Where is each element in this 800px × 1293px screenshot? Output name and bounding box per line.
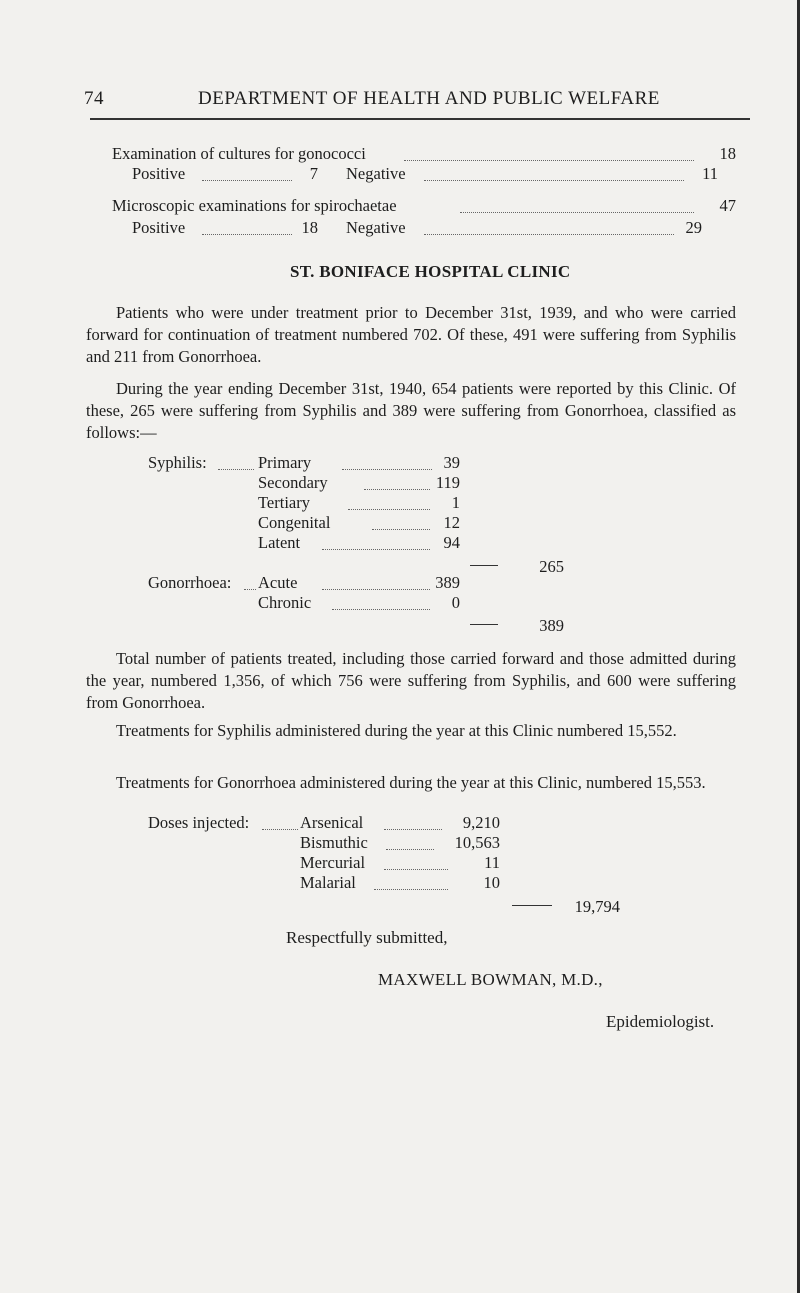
syphilis-item-label: Tertiary <box>258 493 310 512</box>
syphilis-item-value: 94 <box>443 533 460 552</box>
syphilis-item-value: 1 <box>451 493 460 512</box>
cultures-negative-label: Negative <box>346 164 406 183</box>
dose-item-value: 9,210 <box>462 813 500 832</box>
cultures-positive-label: Positive <box>132 164 186 183</box>
leader-dots <box>322 549 430 550</box>
leader-dots <box>424 234 674 235</box>
paragraph-syphilis-treatments: Treatments for Syphilis administered during the year at this Clinic numbered 15,552. <box>116 721 677 740</box>
leader-dots <box>424 180 684 181</box>
leader-dots <box>332 609 430 610</box>
paragraph-carried-forward: Patients who were under treatment prior to December 31st, 1939, and who were carried forward for continuation of treatment numbered 702. Of these, 491 were suffering from Syphilis and 211 from Gonorrhoea. <box>86 303 736 366</box>
leader-dots <box>384 829 442 830</box>
page-number: 74 <box>84 88 104 109</box>
dose-item-value: 11 <box>484 853 500 872</box>
cultures-label: Examination of cultures for gonococci <box>112 144 366 163</box>
signatory-name: MAXWELL BOWMAN, M.D., <box>378 970 603 989</box>
syphilis-item-label: Primary <box>258 453 312 472</box>
gonorrhoea-item-value: 389 <box>435 573 460 592</box>
microscopic-label: Microscopic examinations for spirochaetae <box>112 196 397 215</box>
leader-dots <box>202 234 292 235</box>
dose-item-value: 10 <box>483 873 500 892</box>
leader-dots <box>342 469 432 470</box>
leader-dots <box>348 509 430 510</box>
paragraph-gonorrhoea-treatments: Treatments for Gonorrhoea administered during the year at this Clinic, numbered 15,553. <box>116 773 706 792</box>
header-rule <box>90 118 750 120</box>
leader-dots <box>384 869 448 870</box>
subtotal-dash <box>470 624 498 625</box>
paragraph-year-reports: During the year ending December 31st, 1940, 654 patients were reported by this Clinic. Of these, 265 were suffering from Syphilis and 389 were suffering from Gonorrhoea, classified as follows:— <box>86 379 736 442</box>
leader-dots <box>202 180 292 181</box>
syphilis-item-label: Congenital <box>258 513 331 532</box>
dose-item-label: Malarial <box>300 873 356 892</box>
subtotal-dash <box>512 905 552 906</box>
leader-dots <box>372 529 430 530</box>
leader-dots <box>374 889 448 890</box>
syphilis-label: Syphilis: <box>148 453 207 472</box>
cultures-negative-value: 11 <box>702 164 718 183</box>
leader-dots <box>262 829 298 830</box>
gonorrhoea-item-value: 0 <box>451 593 460 612</box>
running-title: DEPARTMENT OF HEALTH AND PUBLIC WELFARE <box>198 88 660 109</box>
paragraph-total-treated: Total number of patients treated, including those carried forward and those admitted during the year, numbered 1,356, of which 756 were suffering from Syphilis, and 600 were suffering from Gonorrhoea. <box>86 649 736 712</box>
microscopic-total: 47 <box>719 196 736 215</box>
gonorrhoea-label: Gonorrhoea: <box>148 573 232 592</box>
syphilis-item-value: 119 <box>435 473 460 492</box>
respectfully-submitted: Respectfully submitted, <box>286 928 448 947</box>
leader-dots <box>460 212 694 213</box>
leader-dots <box>386 849 434 850</box>
syphilis-item-value: 12 <box>443 513 460 532</box>
leader-dots <box>364 489 430 490</box>
subtotal-dash <box>470 565 498 566</box>
microscopic-positive-label: Positive <box>132 218 186 237</box>
dose-item-label: Arsenical <box>300 813 364 832</box>
leader-dots <box>404 160 694 161</box>
syphilis-item-value: 39 <box>443 453 460 472</box>
microscopic-positive-value: 18 <box>301 218 318 237</box>
cultures-total: 18 <box>719 144 736 163</box>
doses-label: Doses injected: <box>148 813 250 832</box>
gonorrhoea-item-label: Chronic <box>258 593 312 612</box>
syphilis-total: 265 <box>539 557 564 576</box>
dose-item-label: Mercurial <box>300 853 366 872</box>
section-heading: ST. BONIFACE HOSPITAL CLINIC <box>290 262 571 281</box>
gonorrhoea-total: 389 <box>539 616 564 635</box>
dose-item-value: 10,563 <box>454 833 500 852</box>
syphilis-item-label: Latent <box>258 533 301 552</box>
syphilis-item-label: Secondary <box>258 473 328 492</box>
dose-item-label: Bismuthic <box>300 833 368 852</box>
cultures-positive-value: 7 <box>309 164 318 183</box>
microscopic-negative-label: Negative <box>346 218 406 237</box>
doses-total: 19,794 <box>574 897 620 916</box>
leader-dots <box>244 589 256 590</box>
signatory-title: Epidemiologist. <box>606 1012 715 1031</box>
microscopic-negative-value: 29 <box>685 218 702 237</box>
gonorrhoea-item-label: Acute <box>258 573 298 592</box>
leader-dots <box>322 589 430 590</box>
leader-dots <box>218 469 254 470</box>
